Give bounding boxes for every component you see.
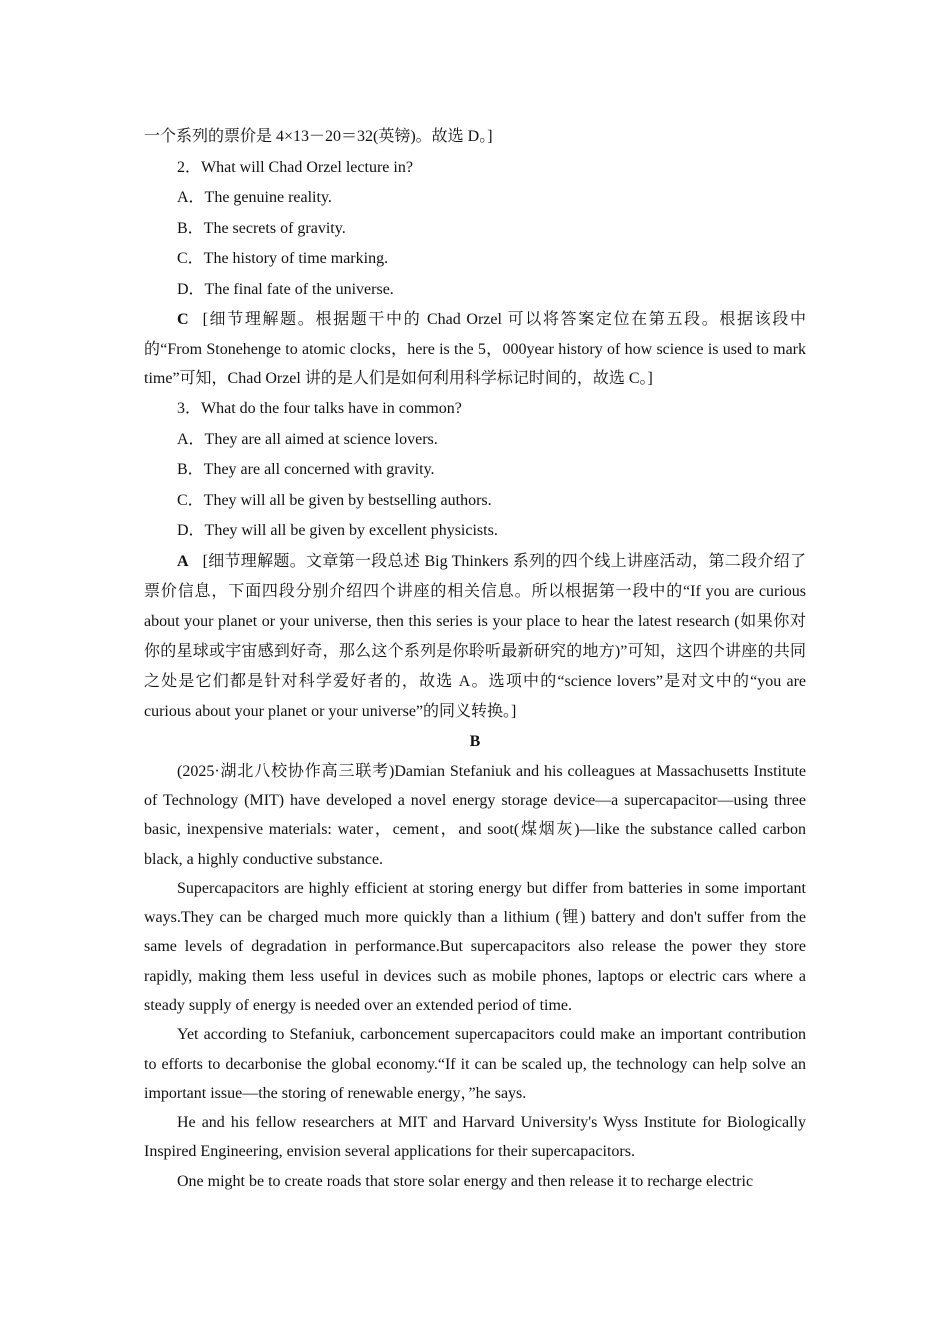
q2-answer: C bbox=[177, 311, 189, 328]
q3-explanation bbox=[144, 547, 806, 727]
passage-paragraph: Yet according to Stefaniuk, carboncement supercapacitors could make an important contribution to efforts to decarbonise the global economy.“If it can be scaled up, the technology can help solve an important issue—the storing of renewable energy，”he says. bbox=[144, 1026, 806, 1102]
q2-option-c: C．The history of time marking. bbox=[177, 250, 389, 267]
passage-paragraph: Supercapacitors are highly efficient at storing energy but differ from batteries in some important ways.They can be charged much more quickly than a lithium (锂) battery and don't suffer from the same levels of degradation in performance.But supercapacitors also release the power they store rapidly, making them less useful in devices such as mobile phones, laptops or electric cars where a steady supply of energy is needed over an extended period of time. bbox=[144, 879, 806, 1014]
q1-explanation-tail: 一个系列的票价是 4×13－20＝32(英镑)。故选 D。] bbox=[144, 128, 493, 145]
document-page bbox=[144, 122, 806, 1196]
section-heading: B bbox=[469, 732, 481, 750]
q3-option-d: D．They will all be given by excellent physicists. bbox=[177, 522, 498, 540]
q2-stem: 2．What will Chad Orzel lecture in? bbox=[177, 158, 413, 176]
q2-option-b: B．The secrets of gravity. bbox=[177, 219, 346, 237]
q3-answer: A bbox=[177, 552, 189, 570]
passage-paragraph: One might be to create roads that store solar energy and then release it to recharge electric bbox=[177, 1172, 754, 1190]
q3-explanation-text: [细节理解题。文章第一段总述 Big Thinkers 系列的四个线上讲座活动，第二段介绍了票价信息，下面四段分别介绍四个讲座的相关信息。所以根据第一段中的“If you are curious about your planet or your universe, then this series is your place to hear the latest research (如果你对你的星球或宇宙感到好奇，那么这个系列是你聆听最新研究的地方)”可知，这四个讲座的共同之处是它们都是针对科学爱好者的，故选 A。选项中的“science lovers”是对文中的“you are curious about your planet or your universe”的同义转换。] bbox=[144, 552, 806, 720]
q2-option-d: D．The final fate of the universe. bbox=[177, 280, 394, 298]
q2-explanation-text: [细节理解题。根据题干中的 Chad Orzel 可以将答案定位在第五段。根据该段中的“From Stonehenge to atomic clocks，here is the 5，000year history of how science is used to mark time”可知，Chad Orzel 讲的是人们是如何利用科学标记时间的，故选 C。] bbox=[144, 311, 806, 388]
q3-option-c: C．They will all be given by bestselling authors. bbox=[177, 491, 492, 509]
q2-explanation bbox=[144, 305, 806, 394]
q3-stem: 3．What do the four talks have in common? bbox=[177, 400, 462, 418]
passage-paragraph: He and his fellow researchers at MIT and Harvard University's Wyss Institute for Biologically Inspired Engineering, envision several applications for their supercapacitors. bbox=[144, 1114, 806, 1161]
q3-option-a: A．They are all aimed at science lovers. bbox=[177, 430, 438, 448]
q2-option-a: A．The genuine reality. bbox=[177, 189, 332, 206]
q3-option-b: B．They are all concerned with gravity. bbox=[177, 461, 435, 479]
passage-paragraph: (2025·湖北八校协作高三联考)Damian Stefaniuk and his colleagues at Massachusetts Institute of Technology (MIT) have developed a novel energy storage device—a supercapacitor—using three basic, inexpensive materials: water，cement，and soot(煤烟灰)—like the substance called carbon black, a highly conductive substance. bbox=[144, 762, 806, 868]
